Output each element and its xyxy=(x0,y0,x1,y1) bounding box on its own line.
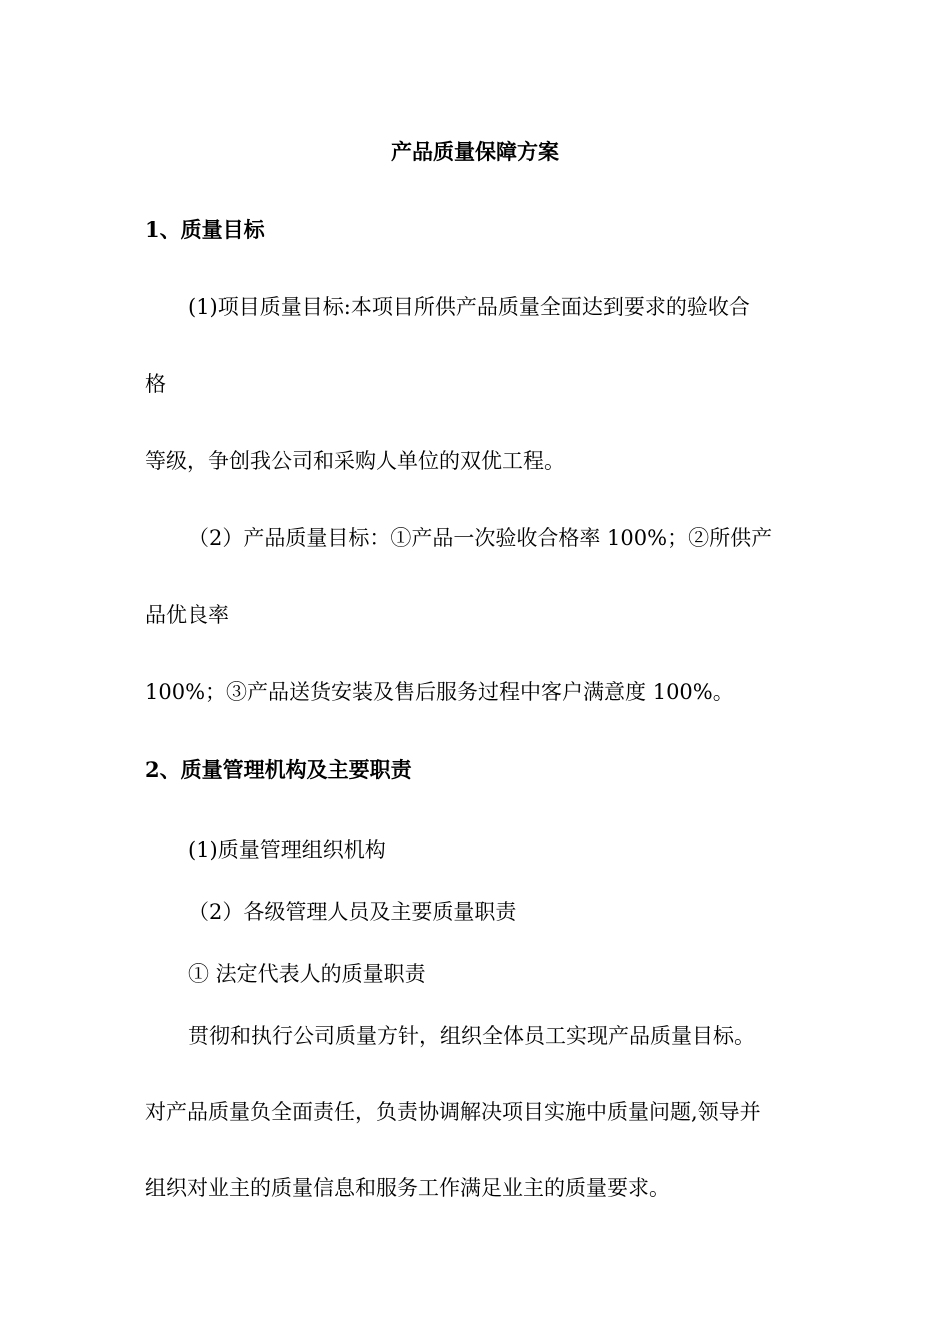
paragraph-line: 品优良率 xyxy=(145,603,229,627)
paragraph-line: 组织对业主的质量信息和服务工作满足业主的质量要求。 xyxy=(145,1176,670,1200)
paragraph-line: （2）产品质量目标：①产品一次验收合格率 100%；②所供产 xyxy=(188,526,773,550)
paragraph-line: 贯彻和执行公司质量方针，组织全体员工实现产品质量目标。 xyxy=(188,1024,755,1048)
section-2-heading: 2、质量管理机构及主要职责 xyxy=(145,757,412,782)
paragraph-line: 等级，争创我公司和采购人单位的双优工程。 xyxy=(145,449,565,473)
paragraph-line: 格 xyxy=(145,372,166,396)
paragraph-line: ① 法定代表人的质量职责 xyxy=(188,962,426,986)
paragraph-line: (1)项目质量目标:本项目所供产品质量全面达到要求的验收合 xyxy=(188,295,750,319)
paragraph-line: 100%；③产品送货安装及售后服务过程中客户满意度 100%。 xyxy=(145,680,734,704)
paragraph-line: (1)质量管理组织机构 xyxy=(188,838,386,862)
document-title: 产品质量保障方案 xyxy=(391,139,559,164)
paragraph-line: （2）各级管理人员及主要质量职责 xyxy=(188,900,517,924)
section-1-heading: 1、质量目标 xyxy=(145,217,265,242)
paragraph-line: 对产品质量负全面责任，负责协调解决项目实施中质量问题,领导并 xyxy=(145,1100,761,1124)
